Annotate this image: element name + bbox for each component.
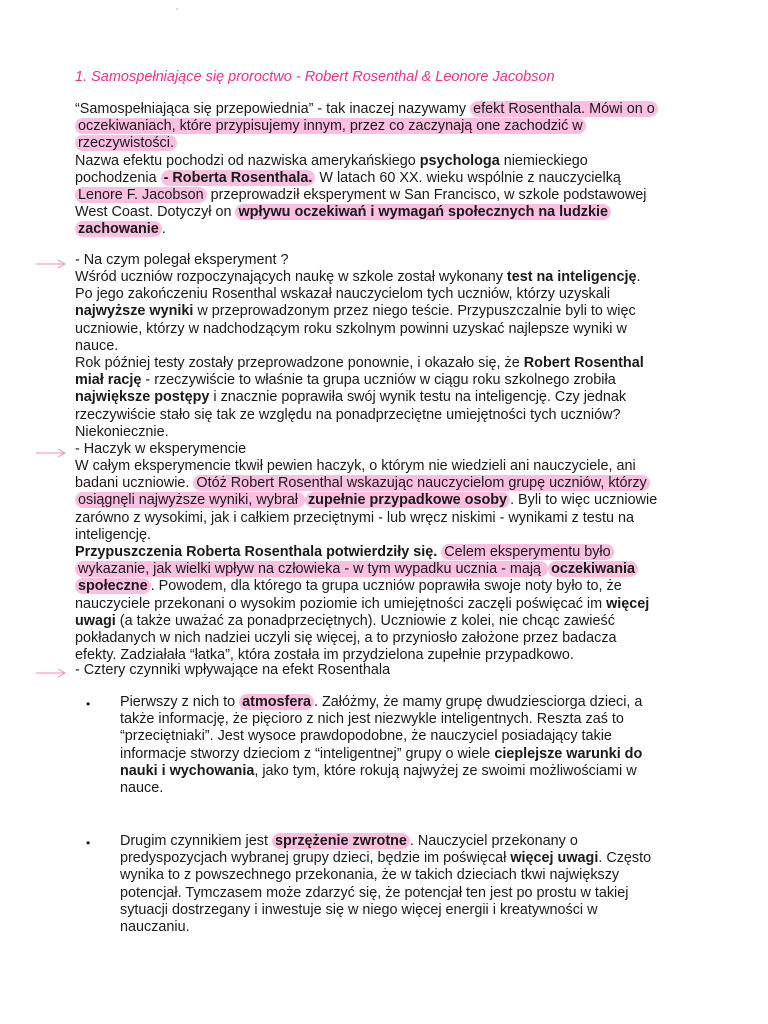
text-segment: Wśród uczniów rozpoczynających naukę w szkole został wykonany xyxy=(75,269,507,285)
catch-paragraph xyxy=(75,458,715,664)
bold-text: Robert Rosenthal xyxy=(523,354,644,371)
text-line xyxy=(75,153,715,170)
experiment-paragraph xyxy=(75,269,715,441)
section-heading-text: - Haczyk w eksperymencie xyxy=(75,441,247,457)
text-segment: . xyxy=(161,221,166,238)
text-segment: uczniowie, którzy w nadchodzącym roku szkolnym powinni uzyskać najlepsze wyniki w xyxy=(75,320,627,337)
text-line xyxy=(75,389,715,406)
text-line xyxy=(75,118,715,135)
text-segment: Rok później testy zostały przeprowadzone ponownie, i okazało się, że xyxy=(75,354,524,371)
text-segment: . Byli to więc uczniowie xyxy=(510,492,658,509)
text-segment: sytuacji dostrzegany i inwestuje się w niego więcej energii i kreatywności w xyxy=(120,901,598,918)
text-segment: także informację, że pięcioro z nich jest niezwykle inteligentnych. Reszta zaś to xyxy=(120,711,624,728)
section-heading-text: - Cztery czynniki wpływające na efekt Rosenthala xyxy=(75,662,391,678)
text-segment: . Załóżmy, że mamy grupę dwudziesciorga dzieci, a xyxy=(313,694,643,710)
text-segment: efekty. Zadziałała “łatka”, która została im przydzielona zupełnie przypadkowo. xyxy=(75,647,574,664)
text-line xyxy=(120,694,720,711)
bold-text: więcej xyxy=(606,595,650,612)
text-line xyxy=(75,527,715,544)
bold-text: uwagi xyxy=(75,612,116,629)
text-segment: - rzeczywiście to właśnie ta grupa uczniów w ciągu roku szkolnego zrobiła xyxy=(141,372,616,389)
arrow-icon xyxy=(35,259,67,269)
text-line xyxy=(120,780,720,797)
bullet-marker: • xyxy=(86,836,91,850)
text-line xyxy=(75,355,715,372)
intro-paragraph xyxy=(75,101,715,239)
text-line xyxy=(120,885,720,902)
text-line xyxy=(120,746,720,763)
text-line xyxy=(75,372,715,389)
text-line xyxy=(75,510,715,527)
text-line xyxy=(75,338,715,355)
text-line xyxy=(75,321,715,338)
text-segment: zarówno z wysokimi, jak i całkiem przeciętnymi - lub wręcz niskimi - wynikami z testu na xyxy=(75,509,634,526)
highlighted-bold-text: społeczne xyxy=(75,578,151,594)
text-segment: Po jego zakończeniu Rosenthal wskazał nauczycielom tych uczniów, którzy uzyskali xyxy=(75,286,611,303)
text-segment: Niekoniecznie. xyxy=(75,423,169,440)
text-line xyxy=(75,221,715,238)
bold-text: psychologa xyxy=(419,152,500,169)
text-line xyxy=(120,763,720,780)
highlighted-bold-text: atmosfera xyxy=(239,694,314,710)
text-line xyxy=(75,135,715,152)
text-segment: badani uczniowie. xyxy=(75,475,194,492)
arrow-icon xyxy=(35,448,67,458)
text-segment: Nazwa efektu pochodzi od nazwiska amerykańskiego xyxy=(75,152,420,169)
text-line xyxy=(120,711,720,728)
text-segment: nauce. xyxy=(120,779,164,796)
text-line xyxy=(75,458,715,475)
bullet-marker: • xyxy=(86,697,91,711)
text-line xyxy=(75,596,715,613)
text-segment: W latach 60 XX. wieku wspólnie z nauczycielką xyxy=(315,169,621,186)
bold-text: więcej uwagi xyxy=(510,850,599,867)
text-line xyxy=(75,578,715,595)
section-heading-factors xyxy=(75,662,715,679)
section-heading-experiment xyxy=(75,252,715,269)
text-line xyxy=(75,561,715,578)
section-heading-text: - Na czym polegał eksperyment ? xyxy=(75,252,289,268)
text-segment: informacje stworzy dzieciom z “inteligentnej” grupy o wiele xyxy=(120,745,495,762)
page-speck xyxy=(176,8,178,10)
text-segment: pokładanych w nich nadziei uczyli się więcej, a to przyniosło założone przez badacza xyxy=(75,629,617,646)
text-line xyxy=(75,424,715,441)
text-segment: . Nauczyciel przekonany o xyxy=(409,833,578,849)
text-segment: rzeczywiście stało się tak ze względu na ponadprzeciętne umiejętności tych uczniów? xyxy=(75,406,621,423)
highlighted-text: Lenore F. Jacobson xyxy=(75,187,207,203)
highlighted-text: Celem eksperymentu było xyxy=(441,544,613,560)
text-segment: przeprowadził eksperyment w San Francisco, w szkole podstawowej xyxy=(206,186,647,203)
bold-text: największe postępy xyxy=(75,389,210,406)
highlighted-bold-text: sprzężenie zwrotne xyxy=(272,833,410,849)
section-heading-catch xyxy=(75,441,715,458)
highlighted-text: efekt Rosenthala. Mówi on o xyxy=(470,101,658,117)
text-line xyxy=(75,269,715,286)
highlighted-bold-text: oczekiwania xyxy=(548,561,638,577)
arrow-icon xyxy=(35,668,67,678)
bold-text: test na inteligencję xyxy=(506,269,637,285)
text-segment: “Samospełniająca się przepowiednia” - tak inaczej nazywamy xyxy=(75,101,471,117)
factor-atmosphere-item xyxy=(120,694,720,797)
highlighted-bold-text: zachowanie xyxy=(75,221,162,237)
highlighted-text: osiągnęli najwyższe wyniki, wybrał xyxy=(75,492,305,508)
text-segment: . Powodem, dla którego ta grupa uczniów poprawiła swoje noty było to, że xyxy=(150,578,622,595)
text-line xyxy=(75,544,715,561)
text-segment: nauce. xyxy=(75,337,119,354)
highlighted-bold-text: - Roberta Rosenthala. xyxy=(161,170,316,186)
highlighted-text: rzeczywistości. xyxy=(75,135,177,151)
text-line xyxy=(120,833,720,850)
text-segment: potencjał. Tymczasem może zdarzyć się, że potencjał ten jest po prostu w takiej xyxy=(120,884,629,901)
text-segment: i znacznie poprawiła swój wynik testu na inteligencję. Czy jednak xyxy=(209,389,627,406)
highlighted-bold-text: wpływu oczekiwań i wymagań społecznych na ludzkie xyxy=(235,204,610,220)
text-segment: . xyxy=(636,269,641,285)
text-line xyxy=(75,286,715,303)
text-line xyxy=(120,728,720,745)
text-segment: Drugim czynnikiem jest xyxy=(120,833,272,849)
bold-text: nauki i wychowania xyxy=(120,762,255,779)
page-title: 1. Samospełniające się proroctwo - Robert Rosenthal & Leonore Jacobson xyxy=(75,69,555,85)
text-line xyxy=(75,204,715,221)
text-segment: (a także uważać za ponadprzeciętnych). Uczniowie z kolei, nie chcąc zawieść xyxy=(115,612,615,629)
text-segment: . Często xyxy=(598,850,652,867)
bold-text: najwyższe wyniki xyxy=(75,303,194,320)
text-line xyxy=(75,187,715,204)
text-segment: predyspozycjach wybranej grupy dzieci, będzie im poświęcał xyxy=(120,850,511,867)
highlighted-text: oczekiwaniach, które przypisujemy innym, przez co zaczynają one zachodzić w xyxy=(75,118,586,134)
highlighted-text: Otóż Robert Rosenthal wskazując nauczycielom grupę uczniów, którzy xyxy=(193,475,649,491)
text-line xyxy=(75,630,715,647)
text-line xyxy=(75,407,715,424)
text-segment: Pierwszy z nich to xyxy=(120,694,240,710)
text-line xyxy=(120,850,720,867)
text-line xyxy=(75,613,715,630)
text-segment: w przeprowadzonym przez niego teście. Przypuszczalnie byli to więc xyxy=(193,303,636,320)
bold-text: Przypuszczenia Roberta Rosenthala potwierdziły się. xyxy=(75,543,438,560)
factor-feedback-item xyxy=(120,833,720,936)
bold-text: miał rację xyxy=(75,372,142,389)
text-segment: niemieckiego xyxy=(499,152,588,169)
highlighted-text: wykazanie, jak wielki wpływ na człowieka - w tym wypadku ucznia - mają xyxy=(75,561,548,577)
text-segment: nauczaniu. xyxy=(120,918,190,935)
text-line xyxy=(120,902,720,919)
text-segment: , jako tym, które rokują najwyżej ze swoimi możliwościami w xyxy=(254,762,637,779)
highlighted-bold-text: zupełnie przypadkowe osoby xyxy=(305,492,510,508)
text-line xyxy=(120,919,720,936)
bold-text: cieplejsze warunki do xyxy=(494,745,643,762)
text-segment: pochodzenia xyxy=(75,169,161,186)
text-line xyxy=(75,170,715,187)
text-segment: “przeciętniaki”. Jest wysoce prawdopodobne, że nauczyciel posiadający takie xyxy=(120,728,612,745)
text-line xyxy=(120,867,720,884)
text-segment: W całym eksperymencie tkwił pewien haczyk, o którym nie wiedzieli ani nauczyciele, ani xyxy=(75,458,636,474)
text-line xyxy=(75,475,715,492)
text-line xyxy=(75,492,715,509)
text-segment: West Coast. Dotyczył on xyxy=(75,204,236,221)
text-segment: nauczyciele przekonani o wysokim poziomie ich umiejętności zaczęli poświęcać im xyxy=(75,595,607,612)
text-segment: wynika to z powszechnego przekonania, że w takich dzieciach tkwi największy xyxy=(120,867,620,884)
text-segment: inteligencję. xyxy=(75,526,152,543)
text-line xyxy=(75,101,715,118)
text-line xyxy=(75,303,715,320)
